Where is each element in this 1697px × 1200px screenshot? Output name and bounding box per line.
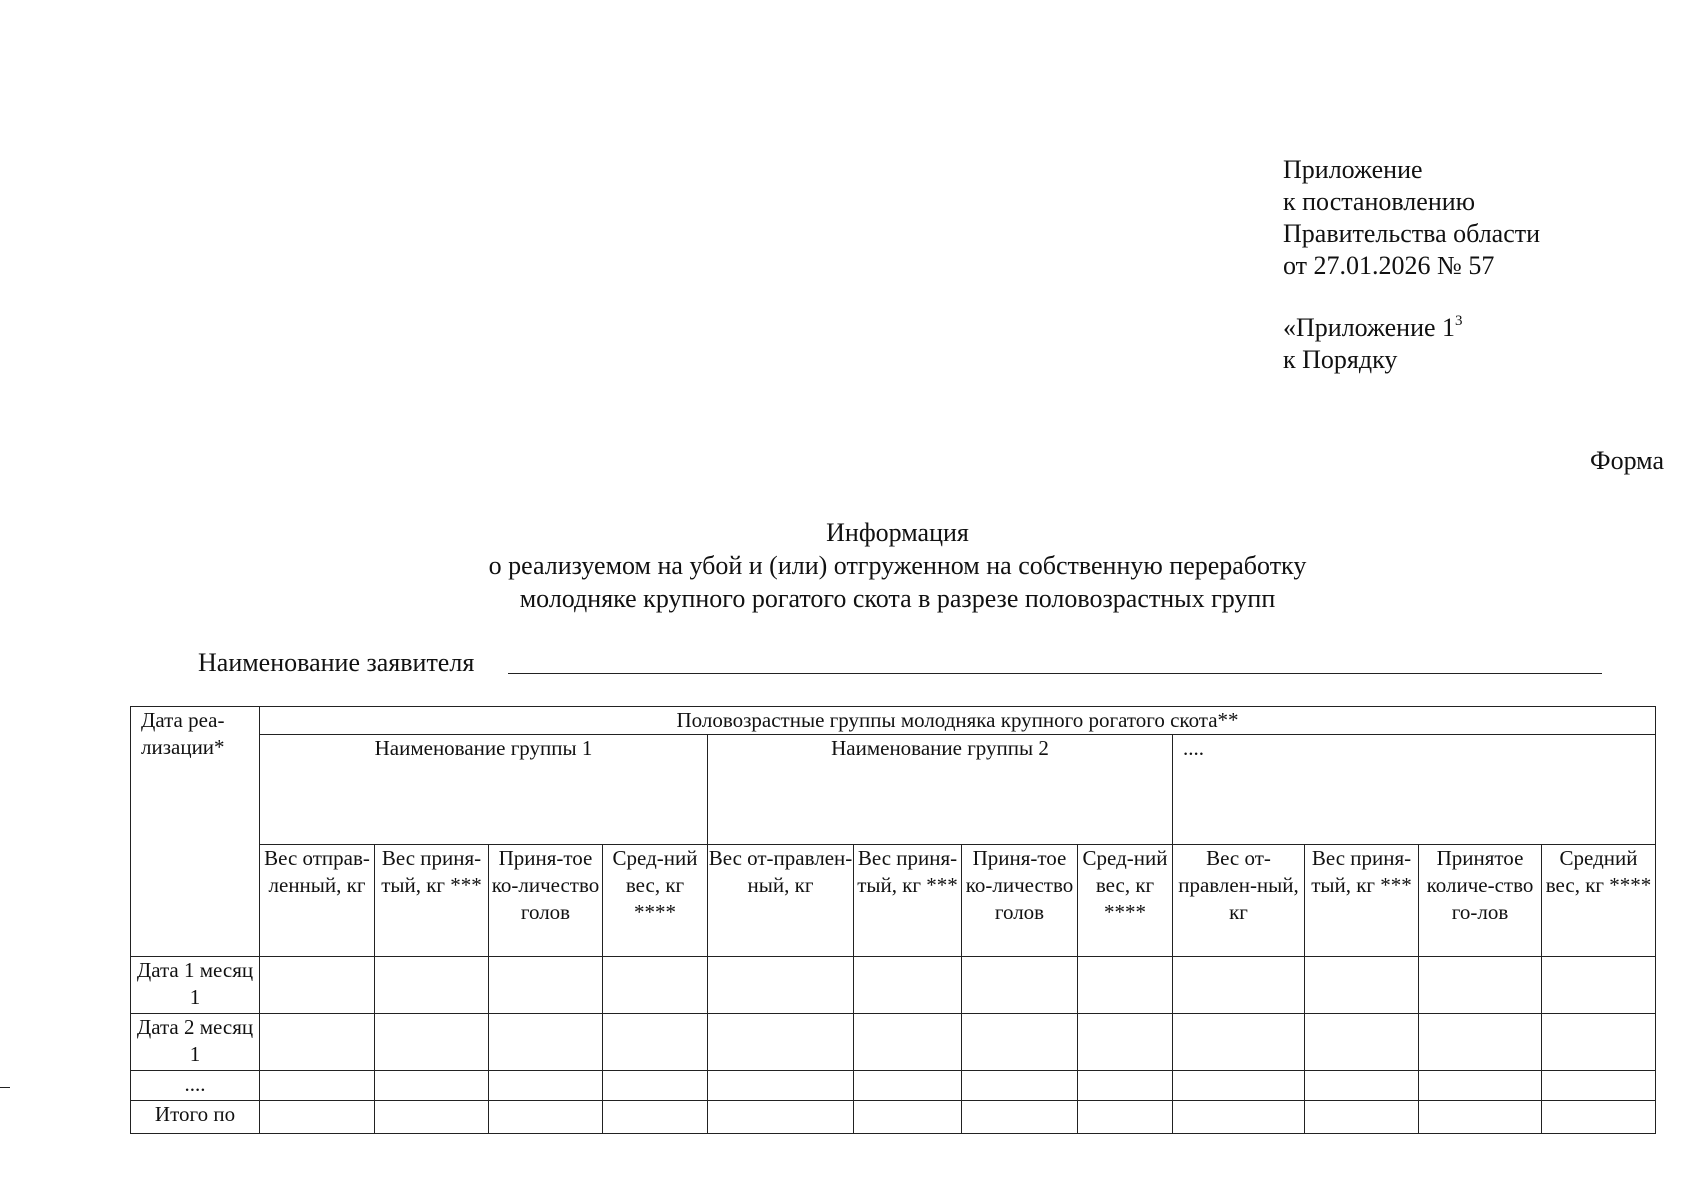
table-cell[interactable] xyxy=(603,1101,708,1134)
table-cell[interactable] xyxy=(1542,1014,1656,1071)
table-cell[interactable] xyxy=(1305,957,1419,1014)
appendix-reference-text: «Приложение 1 xyxy=(1283,313,1456,342)
table-cell[interactable] xyxy=(1419,1071,1542,1101)
table-cell[interactable] xyxy=(962,957,1078,1014)
table-cell[interactable] xyxy=(708,957,854,1014)
applicant-name-field[interactable] xyxy=(508,673,1602,674)
column-header: Вес отправ-ленный, кг xyxy=(260,845,375,957)
title-line: Информация xyxy=(826,518,969,547)
table-cell[interactable] xyxy=(1078,957,1173,1014)
table-cell[interactable] xyxy=(854,1101,962,1134)
title-line: молодняке крупного рогатого скота в разрезе половозрастных групп xyxy=(519,584,1276,613)
table-cell[interactable] xyxy=(489,1101,603,1134)
table-cell[interactable] xyxy=(1078,1071,1173,1101)
table-cell[interactable] xyxy=(708,1101,854,1134)
table-row xyxy=(131,957,1656,1014)
column-header: Сред-ний вес, кг **** xyxy=(1078,845,1173,957)
margin-mark xyxy=(0,1087,10,1088)
column-header: Сред-ний вес, кг **** xyxy=(603,845,708,957)
table-cell[interactable] xyxy=(962,1014,1078,1071)
table-cell[interactable] xyxy=(375,1071,489,1101)
table-cell[interactable] xyxy=(489,1014,603,1071)
title-line: о реализуемом на убой и (или) отгруженном на собственную переработку xyxy=(488,551,1307,580)
group-name-2: Наименование группы 2 xyxy=(708,735,1173,845)
group-name-more: .... xyxy=(1173,735,1656,845)
table-cell[interactable] xyxy=(1173,1014,1305,1071)
table-cell[interactable] xyxy=(1078,1014,1173,1071)
appendix-reference xyxy=(1283,312,1540,344)
appendix-line: Приложение xyxy=(1283,155,1423,184)
table-cell[interactable] xyxy=(1419,1014,1542,1071)
appendix-block xyxy=(1283,154,1540,376)
column-header: Принятое количе-ство го-лов xyxy=(1419,845,1542,957)
form-label: Форма xyxy=(1590,446,1664,475)
table-cell[interactable] xyxy=(375,1014,489,1071)
table-cell[interactable] xyxy=(1173,957,1305,1014)
table-cell[interactable] xyxy=(260,1101,375,1134)
column-header: Вес приня-тый, кг *** xyxy=(1305,845,1419,957)
table-cell[interactable] xyxy=(1305,1101,1419,1134)
table-cell[interactable] xyxy=(489,1071,603,1101)
column-header: Приня-тое ко-личество голов xyxy=(962,845,1078,957)
column-header: Приня-тое ко-личество голов xyxy=(489,845,603,957)
table-cell[interactable] xyxy=(854,1071,962,1101)
groups-header: Половозрастные группы молодняка крупного рогатого скота** xyxy=(260,707,1656,735)
table-cell[interactable] xyxy=(854,957,962,1014)
table-cell[interactable] xyxy=(1305,1071,1419,1101)
table-cell[interactable] xyxy=(603,1014,708,1071)
row-label: Дата 2 месяц 1 xyxy=(131,1014,260,1071)
table-row xyxy=(131,1101,1656,1134)
table-cell[interactable] xyxy=(260,1014,375,1071)
table-cell[interactable] xyxy=(1078,1101,1173,1134)
row-label: Дата 1 месяц 1 xyxy=(131,957,260,1014)
appendix-line: к Порядку xyxy=(1283,345,1398,374)
appendix-line: к постановлению xyxy=(1283,187,1476,216)
table-cell[interactable] xyxy=(1542,1101,1656,1134)
row-label: Итого по xyxy=(131,1101,260,1134)
table-cell[interactable] xyxy=(260,1071,375,1101)
table-cell[interactable] xyxy=(603,957,708,1014)
table-cell[interactable] xyxy=(708,1014,854,1071)
column-header: Вес от-правлен-ный, кг xyxy=(1173,845,1305,957)
appendix-line: Правительства области xyxy=(1283,219,1541,248)
table-cell[interactable] xyxy=(1305,1014,1419,1071)
table-cell[interactable] xyxy=(962,1071,1078,1101)
report-table xyxy=(130,706,1656,1134)
applicant-label: Наименование заявителя xyxy=(198,648,475,677)
table-cell[interactable] xyxy=(1419,957,1542,1014)
column-header: Вес приня-тый, кг *** xyxy=(854,845,962,957)
table-cell[interactable] xyxy=(603,1071,708,1101)
table-cell[interactable] xyxy=(489,957,603,1014)
table-row xyxy=(131,1071,1656,1101)
date-header: Дата реа-лизации* xyxy=(131,707,260,957)
table-cell[interactable] xyxy=(854,1014,962,1071)
appendix-decree-date: от 27.01.2026 № 57 xyxy=(1283,251,1495,280)
table-cell[interactable] xyxy=(708,1071,854,1101)
table-cell[interactable] xyxy=(1173,1101,1305,1134)
table-cell[interactable] xyxy=(962,1101,1078,1134)
column-header: Вес от-правлен-ный, кг xyxy=(708,845,854,957)
table-cell[interactable] xyxy=(1173,1071,1305,1101)
table-cell[interactable] xyxy=(375,1101,489,1134)
row-label: .... xyxy=(131,1071,260,1101)
table-cell[interactable] xyxy=(1542,1071,1656,1101)
table-row xyxy=(131,1014,1656,1071)
column-header: Вес приня-тый, кг *** xyxy=(375,845,489,957)
table-cell[interactable] xyxy=(260,957,375,1014)
column-header: Средний вес, кг **** xyxy=(1542,845,1656,957)
table-cell[interactable] xyxy=(1542,957,1656,1014)
document-title xyxy=(0,516,1697,615)
table-cell[interactable] xyxy=(1419,1101,1542,1134)
group-name-1: Наименование группы 1 xyxy=(260,735,708,845)
table-cell[interactable] xyxy=(375,957,489,1014)
appendix-reference-sup: 3 xyxy=(1455,313,1463,329)
